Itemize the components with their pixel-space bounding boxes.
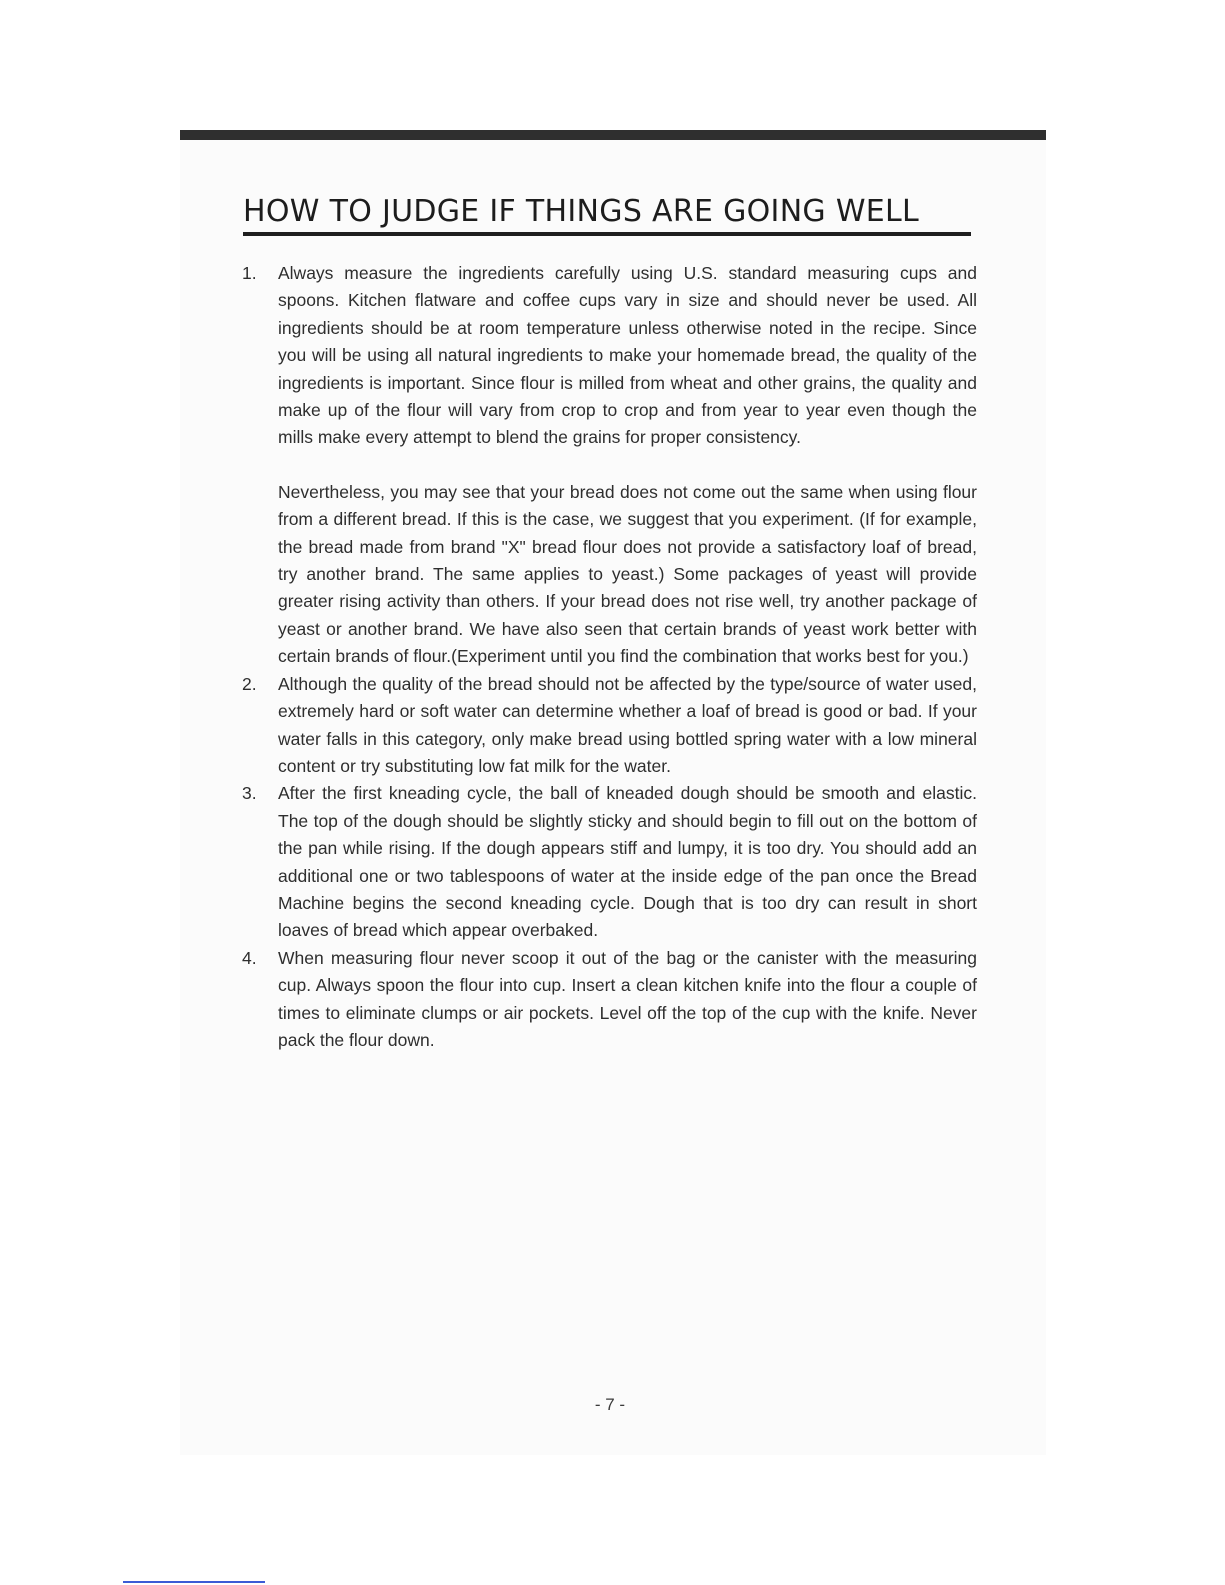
list-item-3 (242, 780, 977, 944)
list-item-paragraph: When measuring flour never scoop it out of the bag or the canister with the measuring cup. Always spoon the flour into cup. Insert a clean kitchen knife into the flour a couple of times to eliminate clumps or air pockets. Level off the top of the cup with the knife. Never pack the flour down. (278, 947, 977, 1050)
list-item-paragraph: Always measure the ingredients carefully using U.S. standard measuring cups and spoons. Kitchen flatware and coffee cups vary in size and should never be used. All ingredients should be at room temperature unless otherwise noted in the recipe. Since you will be using all natural ingredients to make your homemade bread, the quality of the ingredients is important. Since flour is milled from wheat and other grains, the quality and make up of the flour will vary from crop to crop and from year to year even though the mills make every attempt to blend the grains for proper consistency. (278, 263, 977, 448)
list-item-number: 2. (242, 673, 257, 694)
list-item-number: 4. (242, 947, 257, 968)
corner-link-underline[interactable] (123, 1581, 265, 1583)
list-item-2 (242, 671, 977, 781)
instructions-list (242, 260, 977, 1054)
page-number: - 7 - (594, 1395, 626, 1414)
list-item-1 (242, 260, 977, 671)
list-item-4 (242, 945, 977, 1055)
list-item-number: 3. (242, 783, 257, 804)
list-item-paragraph: After the first kneading cycle, the ball of kneaded dough should be smooth and elastic. The top of the dough should be slightly sticky and should begin to fill out on the bottom of the pan while rising. If the dough appears stiff and lumpy, it is too dry. You should add an additional one or two tablespoons of water at the inside edge of the pan once the Bread Machine begins the second kneading cycle. Dough that is too dry can result in short loaves of bread which appear overbaked. (278, 783, 977, 941)
top-rule (180, 130, 1046, 140)
list-item-paragraph: Nevertheless, you may see that your bread does not come out the same when using flour from a different bread. If this is the case, we suggest that you experiment. (If for example, the bread made from brand "X" bread flour does not provide a satisfactory loaf of bread, try another brand. The same applies to yeast.) Some packages of yeast will provide greater rising activity than others. If your bread does not rise well, try another package of yeast or another brand. We have also seen that certain brands of yeast work better with certain brands of flour.(Experiment until you find the combination that works best for you.) (278, 481, 977, 667)
list-item-number: 1. (242, 263, 257, 283)
list-item-paragraph: Although the quality of the bread should not be affected by the type/source of water used, extremely hard or soft water can determine whether a loaf of bread is good or bad. If your water falls in this category, only make bread using bottled spring water with a low mineral content or try substituting low fat milk for the water. (278, 673, 977, 776)
title-underline (243, 232, 971, 236)
page-title: HOW TO JUDGE IF THINGS ARE GOING WELL (243, 194, 920, 229)
